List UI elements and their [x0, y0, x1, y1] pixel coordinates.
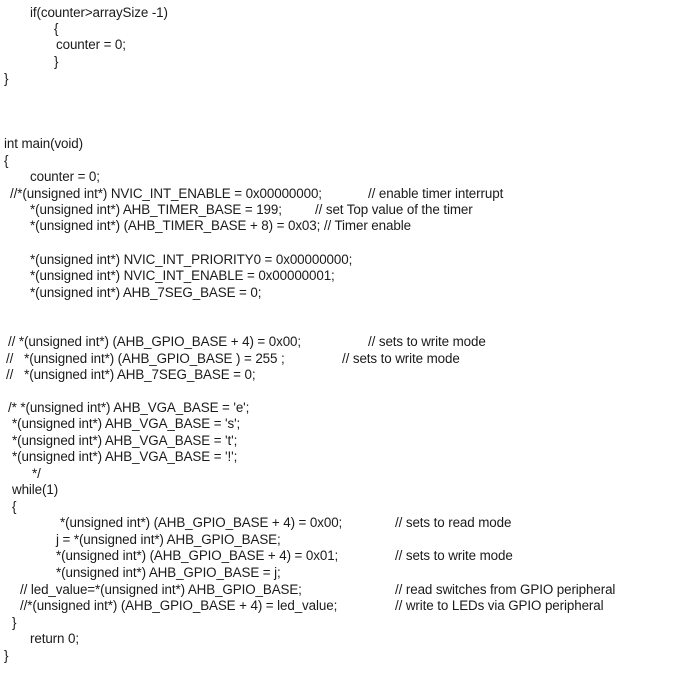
- code-line: *(unsigned int*) AHB_VGA_BASE = 's';: [12, 416, 241, 431]
- code-comment: // read switches from GPIO peripheral: [395, 582, 616, 597]
- code-line: while(1): [12, 482, 59, 497]
- code-comment: // sets to write mode: [342, 351, 460, 366]
- code-line: *(unsigned int*) (AHB_GPIO_BASE + 4) = 0x01; // sets to write mode: [56, 548, 513, 563]
- code-line: {: [54, 21, 59, 36]
- code-line: // led_value=*(unsigned int*) AHB_GPIO_BASE; // read switches from GPIO peripheral: [20, 582, 616, 597]
- code-line: */: [32, 466, 41, 481]
- code-line: *(unsigned int*) AHB_GPIO_BASE = j;: [56, 565, 281, 580]
- code-line: if(counter>arraySize -1): [30, 5, 168, 20]
- code-comment: // sets to write mode: [395, 548, 513, 563]
- code-line: }: [12, 615, 17, 630]
- code-line: j = *(unsigned int*) AHB_GPIO_BASE;: [56, 532, 281, 547]
- code-line: return 0;: [30, 631, 79, 646]
- code-line: // *(unsigned int*) (AHB_GPIO_BASE + 4) = 0x00; // sets to write mode: [8, 334, 486, 349]
- code-comment: // write to LEDs via GPIO peripheral: [395, 598, 604, 613]
- code-line: }: [4, 648, 9, 663]
- code-comment: // sets to read mode: [395, 515, 512, 530]
- code-line: *(unsigned int*) AHB_7SEG_BASE = 0;: [30, 285, 262, 300]
- code-line: //*(unsigned int*) (AHB_GPIO_BASE + 4) = led_value; // write to LEDs via GPIO peripheral: [20, 598, 604, 613]
- code-line: {: [4, 153, 9, 168]
- code-line: }: [4, 71, 9, 86]
- code-line: *(unsigned int*) (AHB_TIMER_BASE + 8) = 0x03; // Timer enable: [30, 218, 411, 233]
- code-line: *(unsigned int*) AHB_VGA_BASE = 't';: [12, 433, 238, 448]
- code-line: *(unsigned int*) AHB_TIMER_BASE = 199; // set Top value of the timer: [30, 202, 473, 217]
- code-comment: // sets to write mode: [368, 334, 486, 349]
- code-line: *(unsigned int*) NVIC_INT_ENABLE = 0x00000001;: [30, 268, 335, 283]
- code-line: //*(unsigned int*) NVIC_INT_ENABLE = 0x00000000; // enable timer interrupt: [10, 186, 504, 201]
- code-line: {: [12, 499, 17, 514]
- code-line: /* *(unsigned int*) AHB_VGA_BASE = 'e';: [8, 400, 250, 415]
- code-comment: // enable timer interrupt: [368, 186, 504, 201]
- code-line: }: [54, 54, 59, 69]
- code-line: int main(void): [4, 136, 83, 151]
- code-comment: // set Top value of the timer: [315, 202, 473, 217]
- code-line: // *(unsigned int*) (AHB_GPIO_BASE ) = 255 ; // sets to write mode: [6, 351, 460, 366]
- code-line: *(unsigned int*) (AHB_GPIO_BASE + 4) = 0x00; // sets to read mode: [60, 515, 512, 530]
- code-line: counter = 0;: [56, 37, 126, 52]
- code-line: // *(unsigned int*) AHB_7SEG_BASE = 0;: [6, 367, 256, 382]
- code-line: counter = 0;: [30, 169, 100, 184]
- code-line: *(unsigned int*) NVIC_INT_PRIORITY0 = 0x00000000;: [30, 252, 353, 267]
- code-line: *(unsigned int*) AHB_VGA_BASE = '!';: [12, 449, 238, 464]
